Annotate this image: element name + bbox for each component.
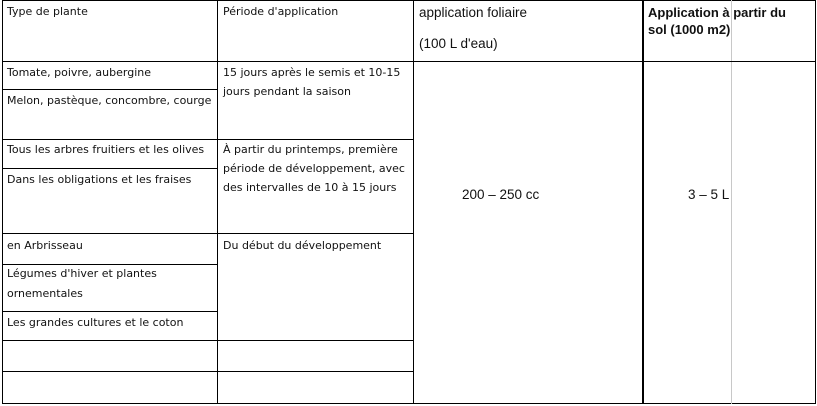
table-border-bottom	[2, 403, 816, 404]
header-soil: Application à partir du	[648, 5, 786, 20]
period-cell: Du début du développement	[223, 239, 382, 252]
period-cell: jours pendant la saison	[223, 85, 351, 98]
plant-type-cell: Melon, pastèque, concombre, courge	[7, 94, 212, 107]
plant-type-cell: Les grandes cultures et le coton	[7, 316, 184, 329]
plant-type-cell: en Arbrisseau	[7, 239, 83, 252]
col1-row-line	[2, 168, 217, 169]
col1-row-line	[2, 89, 217, 90]
table-border-top	[2, 0, 816, 1]
plant-type-cell: Dans les obligations et les fraises	[7, 173, 192, 186]
header-period: Période d'application	[223, 5, 339, 18]
col1-row-line	[2, 311, 217, 312]
plant-type-cell: Légumes d'hiver et plantes	[7, 267, 157, 280]
header-plant-type: Type de plante	[7, 5, 88, 18]
period-cell: période de développement, avec	[223, 162, 405, 175]
header-soil-unit: sol (1000 m2)	[648, 22, 731, 37]
col1-row-line	[2, 371, 413, 372]
header-foliar: application foliaire	[419, 5, 528, 20]
plant-type-cell: Tous les arbres fruitiers et les olives	[7, 143, 205, 156]
period-cell: 15 jours après le semis et 10-15	[223, 66, 401, 79]
plant-type-cell: ornementales	[7, 287, 83, 300]
foliar-dose-value: 200 – 250 cc	[462, 187, 540, 202]
header-separator	[2, 61, 816, 62]
soil-dose-value: 3 – 5 L	[688, 187, 730, 202]
header-foliar-unit: (100 L d'eau)	[419, 36, 498, 51]
plant-type-cell: Tomate, poivre, aubergine	[7, 66, 151, 79]
period-cell: des intervalles de 10 à 15 jours	[223, 181, 397, 194]
col2-row-line	[217, 233, 413, 234]
col1-row-line	[2, 233, 217, 234]
period-cell: À partir du printemps, première	[223, 143, 398, 156]
col1-row-line	[2, 340, 413, 341]
